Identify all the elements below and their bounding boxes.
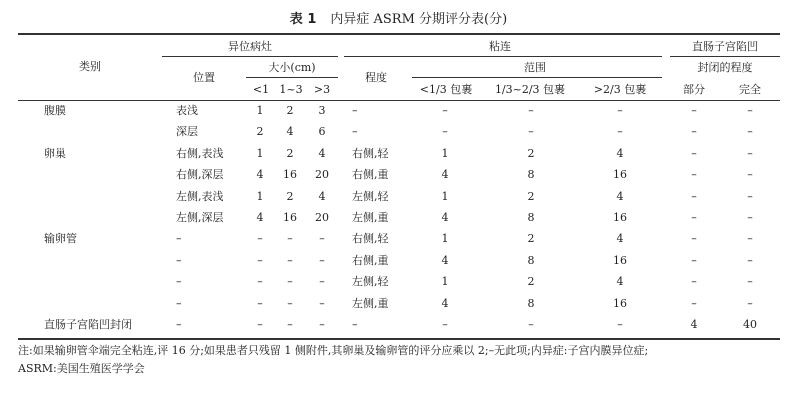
cell-extent-lt13: 1 <box>441 232 449 245</box>
cell-position: – <box>176 318 182 331</box>
cell-partial: – <box>691 190 697 203</box>
top-rule <box>18 33 780 35</box>
cell-size-gt3: 20 <box>315 211 329 224</box>
header-partial: 部分 <box>683 83 705 96</box>
cell-size-lt1: – <box>257 275 263 288</box>
cell-position: – <box>176 297 182 310</box>
cell-size-lt1: – <box>257 254 263 267</box>
cell-degree: 右侧,轻 <box>352 232 389 245</box>
cell-size-lt1: – <box>257 318 263 331</box>
header-extent-lt13: <1/3 包裹 <box>419 83 473 96</box>
cell-degree: 右侧,重 <box>352 254 389 267</box>
cell-extent-13to23: 2 <box>527 190 535 203</box>
cell-size-gt3: – <box>319 297 325 310</box>
cell-size-1to3: 2 <box>286 104 294 117</box>
header-degree: 程度 <box>365 71 387 84</box>
cell-degree: – <box>352 318 358 331</box>
cell-degree: 左侧,重 <box>352 211 389 224</box>
rule-extent <box>412 77 662 78</box>
cell-size-1to3: 2 <box>286 147 294 160</box>
cell-partial: – <box>691 254 697 267</box>
header-size-lt1: <1 <box>252 83 270 96</box>
cell-size-gt3: 6 <box>318 125 326 138</box>
cell-position: 左侧,深层 <box>176 211 224 224</box>
cell-complete: – <box>747 232 753 245</box>
cell-partial: – <box>691 297 697 310</box>
cell-extent-gt23: 4 <box>616 147 624 160</box>
header-size-1to3: 1~3 <box>279 83 303 96</box>
cell-size-gt3: 20 <box>315 168 329 181</box>
cell-complete: – <box>747 168 753 181</box>
cell-partial: – <box>691 232 697 245</box>
cell-degree: 右侧,重 <box>352 168 389 181</box>
cell-position: 深层 <box>176 125 198 138</box>
bottom-rule <box>18 338 780 340</box>
cell-size-lt1: – <box>257 232 263 245</box>
table-title <box>0 8 797 27</box>
cell-extent-13to23: – <box>528 125 534 138</box>
cell-complete: 40 <box>743 318 757 331</box>
cell-position: – <box>176 232 182 245</box>
cell-size-lt1: 4 <box>256 211 264 224</box>
cell-partial: – <box>691 168 697 181</box>
cell-extent-lt13: – <box>442 318 448 331</box>
cell-partial: – <box>691 147 697 160</box>
cell-extent-13to23: 8 <box>527 211 535 224</box>
cell-extent-gt23: 16 <box>613 297 627 310</box>
cell-extent-13to23: – <box>528 318 534 331</box>
cell-complete: – <box>747 297 753 310</box>
cell-size-1to3: 16 <box>283 211 297 224</box>
cell-complete: – <box>747 190 753 203</box>
table-title-text: 内异症 ASRM 分期评分表(分) <box>330 12 508 27</box>
cell-extent-13to23: 2 <box>527 275 535 288</box>
header-position: 位置 <box>193 71 215 84</box>
cell-category: 输卵管 <box>44 232 77 245</box>
cell-size-lt1: 2 <box>256 125 264 138</box>
cell-extent-gt23: 16 <box>613 211 627 224</box>
header-adhesion: 粘连 <box>489 40 511 53</box>
cell-size-1to3: – <box>287 254 293 267</box>
header-ectopic-lesion: 异位病灶 <box>228 40 272 53</box>
cell-extent-13to23: 8 <box>527 254 535 267</box>
cell-position: 右侧,表浅 <box>176 147 224 160</box>
cell-complete: – <box>747 104 753 117</box>
rule-ectopic <box>162 56 338 57</box>
cell-extent-gt23: 16 <box>613 168 627 181</box>
cell-position: 右侧,深层 <box>176 168 224 181</box>
header-size-gt3: >3 <box>313 83 331 96</box>
cell-position: – <box>176 254 182 267</box>
cell-size-gt3: 4 <box>318 190 326 203</box>
cell-complete: – <box>747 211 753 224</box>
cell-size-gt3: 4 <box>318 147 326 160</box>
cell-extent-gt23: – <box>617 125 623 138</box>
cell-complete: – <box>747 147 753 160</box>
rule-adhesion <box>344 56 662 57</box>
cell-size-gt3: – <box>319 318 325 331</box>
cell-size-1to3: – <box>287 297 293 310</box>
cell-degree: 左侧,轻 <box>352 275 389 288</box>
cell-complete: – <box>747 254 753 267</box>
header-extent: 范围 <box>524 61 546 74</box>
cell-complete: – <box>747 275 753 288</box>
header-rectouterine-degree: 封闭的程度 <box>697 61 753 74</box>
cell-size-lt1: 1 <box>256 147 264 160</box>
header-extent-gt23: >2/3 包裹 <box>593 83 647 96</box>
cell-extent-lt13: – <box>442 125 448 138</box>
cell-complete: – <box>747 125 753 138</box>
cell-extent-13to23: – <box>528 104 534 117</box>
header-rectouterine: 直肠子宫陷凹 <box>692 40 758 53</box>
cell-size-gt3: 3 <box>318 104 326 117</box>
cell-size-1to3: 2 <box>286 190 294 203</box>
cell-partial: – <box>691 211 697 224</box>
cell-partial: – <box>691 275 697 288</box>
cell-extent-13to23: 2 <box>527 147 535 160</box>
cell-extent-gt23: – <box>617 104 623 117</box>
table-note-line2: ASRM:美国生殖医学学会 <box>18 362 145 375</box>
cell-degree: – <box>352 125 358 138</box>
cell-size-1to3: – <box>287 318 293 331</box>
cell-size-gt3: – <box>319 232 325 245</box>
cell-partial: 4 <box>690 318 698 331</box>
cell-position: – <box>176 275 182 288</box>
cell-size-lt1: – <box>257 297 263 310</box>
cell-extent-gt23: 4 <box>616 275 624 288</box>
cell-extent-lt13: 4 <box>441 254 449 267</box>
cell-size-1to3: 4 <box>286 125 294 138</box>
table-note-line1: 注:如果输卵管伞端完全粘连,评 16 分;如果患者只残留 1 侧附件,其卵巢及输卵管的评分应乘以 2;–无此项;内异症:子宫内膜异位症; <box>18 344 649 357</box>
cell-category: 腹膜 <box>44 104 66 117</box>
cell-degree: 左侧,重 <box>352 297 389 310</box>
rule-size <box>246 77 338 78</box>
cell-size-lt1: 4 <box>256 168 264 181</box>
cell-extent-gt23: 4 <box>616 232 624 245</box>
cell-partial: – <box>691 125 697 138</box>
cell-extent-lt13: – <box>442 104 448 117</box>
cell-extent-gt23: 16 <box>613 254 627 267</box>
cell-size-gt3: – <box>319 254 325 267</box>
cell-extent-lt13: 1 <box>441 190 449 203</box>
cell-extent-lt13: 4 <box>441 168 449 181</box>
header-bottom-rule <box>18 100 780 101</box>
cell-position: 左侧,表浅 <box>176 190 224 203</box>
cell-extent-13to23: 8 <box>527 168 535 181</box>
rule-rectouterine <box>670 56 780 57</box>
cell-size-1to3: – <box>287 232 293 245</box>
cell-category: 卵巢 <box>44 147 66 160</box>
cell-category: 直肠子宫陷凹封闭 <box>44 318 132 331</box>
header-extent-13to23: 1/3~2/3 包裹 <box>494 83 566 96</box>
cell-size-gt3: – <box>319 275 325 288</box>
cell-size-lt1: 1 <box>256 190 264 203</box>
cell-extent-lt13: 1 <box>441 275 449 288</box>
cell-extent-gt23: – <box>617 318 623 331</box>
cell-extent-lt13: 4 <box>441 297 449 310</box>
cell-size-1to3: 16 <box>283 168 297 181</box>
cell-extent-gt23: 4 <box>616 190 624 203</box>
header-complete: 完全 <box>739 83 761 96</box>
cell-extent-13to23: 8 <box>527 297 535 310</box>
cell-extent-lt13: 4 <box>441 211 449 224</box>
cell-degree: 左侧,轻 <box>352 190 389 203</box>
header-size: 大小(cm) <box>268 61 316 74</box>
cell-degree: – <box>352 104 358 117</box>
cell-size-1to3: – <box>287 275 293 288</box>
header-category: 类别 <box>79 60 101 73</box>
cell-degree: 右侧,轻 <box>352 147 389 160</box>
table-label: 表 1 <box>289 12 317 27</box>
cell-size-lt1: 1 <box>256 104 264 117</box>
cell-partial: – <box>691 104 697 117</box>
cell-extent-lt13: 1 <box>441 147 449 160</box>
cell-position: 表浅 <box>176 104 198 117</box>
cell-extent-13to23: 2 <box>527 232 535 245</box>
